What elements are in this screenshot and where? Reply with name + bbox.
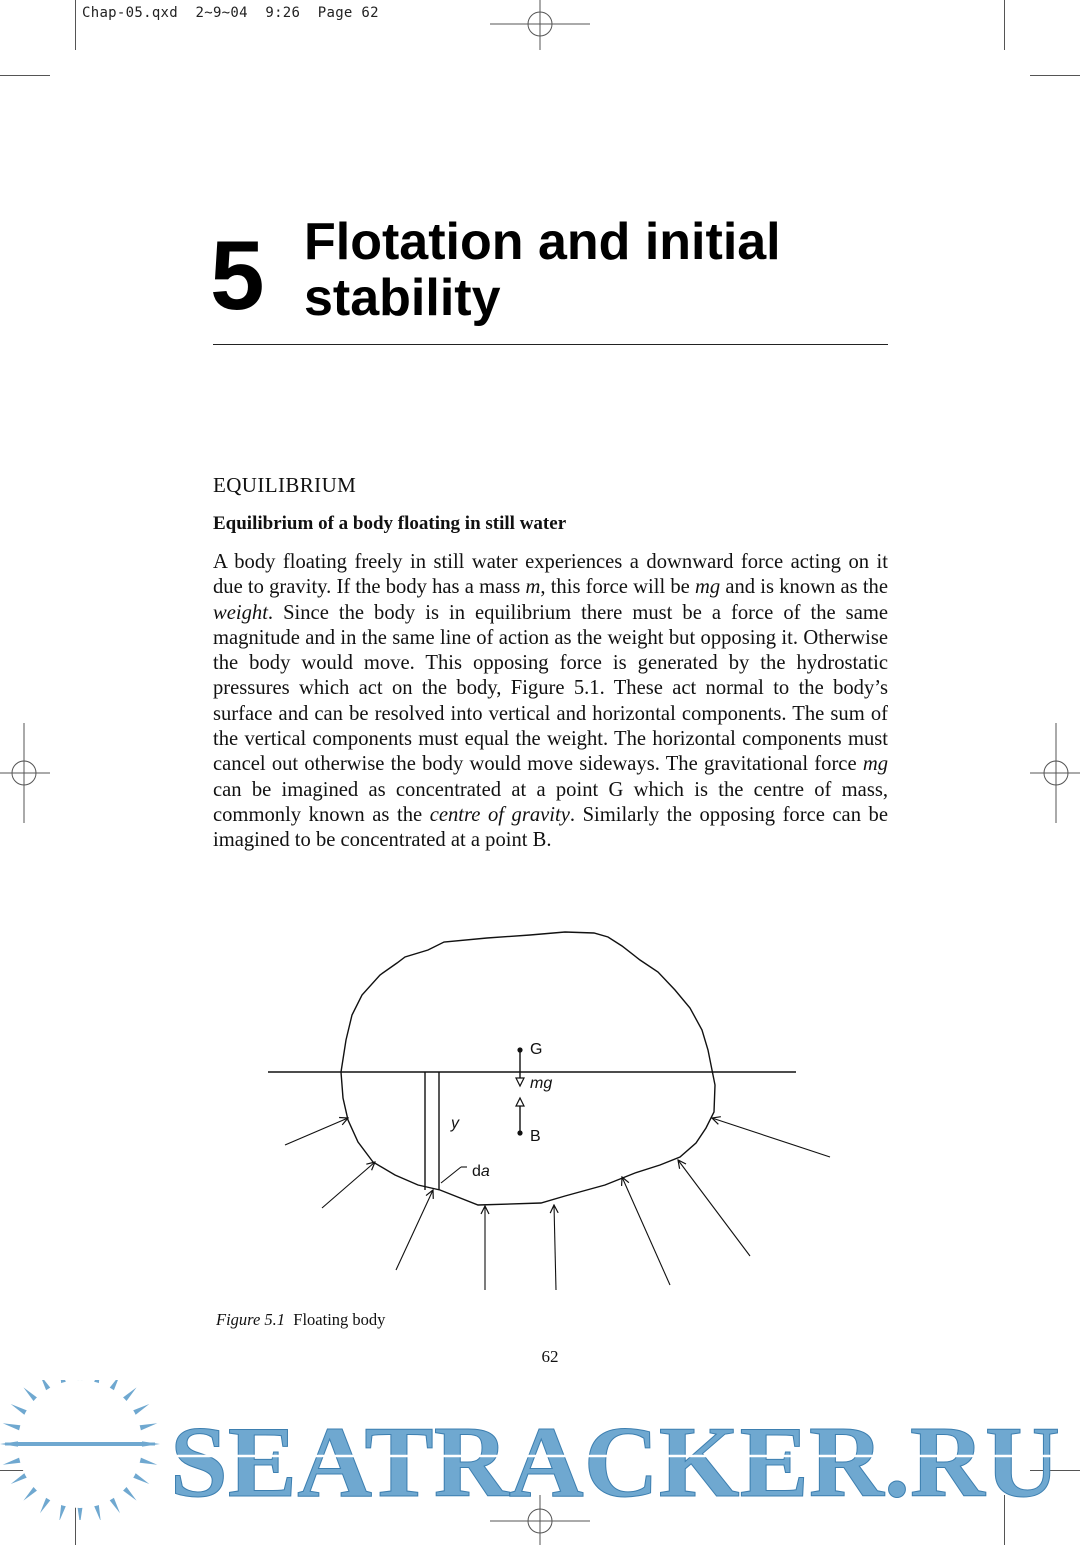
label-mg: mg bbox=[530, 1075, 553, 1092]
paragraph-run: A body floating freely in still water experiences a downward force acting on it due to gravity. If the body has a mass bbox=[213, 551, 888, 599]
chapter-rule bbox=[213, 344, 888, 345]
chapter-title bbox=[304, 214, 904, 326]
label-da-d: d bbox=[472, 1163, 481, 1180]
chapter-title-line1: Flotation and initial bbox=[304, 213, 781, 271]
paragraph-run: mg bbox=[695, 576, 721, 599]
registration-mark-right bbox=[1030, 723, 1080, 823]
subsection-heading: Equilibrium of a body floating in still water bbox=[213, 513, 567, 534]
paragraph-run: , this force will be bbox=[540, 576, 695, 599]
chapter-number: 5 bbox=[210, 220, 265, 330]
paragraph-run: . Since the body is in equilibrium there must be a force of the same magnitude and in the same line of action as the weight but opposing it. Otherwise the body would move. This opposing force is generated by the hydrostatic pressures which act on the body, Figure 5.1. These act normal to the body’s surface and can be resolved into vertical and horizontal components. The sum of the vertical components must equal the weight. The horizontal components must cancel out otherwise the body would move sideways. The gravitational force bbox=[213, 601, 888, 776]
slug-time: 9:26 bbox=[265, 5, 301, 21]
paragraph-run: and is known as the bbox=[720, 576, 888, 599]
paragraph-run: weight bbox=[213, 601, 268, 624]
paragraph-run: mg bbox=[862, 753, 888, 776]
paragraph-run: . Similarly the opposing force can be imagined to be concentrated at a point B. bbox=[213, 803, 888, 852]
body-paragraph bbox=[213, 550, 888, 854]
paragraph-run: centre of gravity bbox=[429, 803, 570, 826]
chapter-title-line2: stability bbox=[304, 269, 501, 327]
label-da-a: a bbox=[480, 1163, 490, 1180]
watermark bbox=[0, 1380, 1080, 1520]
paragraph-run: can be imagined as concentrated at a point G which is the centre of mass, commonly known as the bbox=[213, 778, 888, 826]
label-B: B bbox=[530, 1128, 541, 1145]
label-y: y bbox=[451, 1115, 459, 1132]
page-number: 62 bbox=[541, 1347, 559, 1366]
section-heading: EQUILIBRIUM bbox=[213, 473, 357, 497]
registration-mark-left bbox=[0, 723, 50, 823]
figure-caption-label: Figure 5.1 bbox=[216, 1310, 286, 1329]
registration-mark-top bbox=[490, 0, 590, 50]
slug-date: 2~9~04 bbox=[195, 5, 248, 21]
slug-file: Chap-05.qxd bbox=[82, 5, 179, 21]
paragraph-run: m bbox=[525, 576, 541, 599]
sun-logo-icon bbox=[0, 1380, 160, 1520]
figure-caption-text: Floating body bbox=[293, 1310, 386, 1329]
watermark-text: SEATRACKER.RU bbox=[170, 1406, 1060, 1519]
label-G: G bbox=[530, 1041, 543, 1058]
figure-caption bbox=[216, 1310, 385, 1330]
slug-page-label: Page 62 bbox=[317, 5, 379, 21]
